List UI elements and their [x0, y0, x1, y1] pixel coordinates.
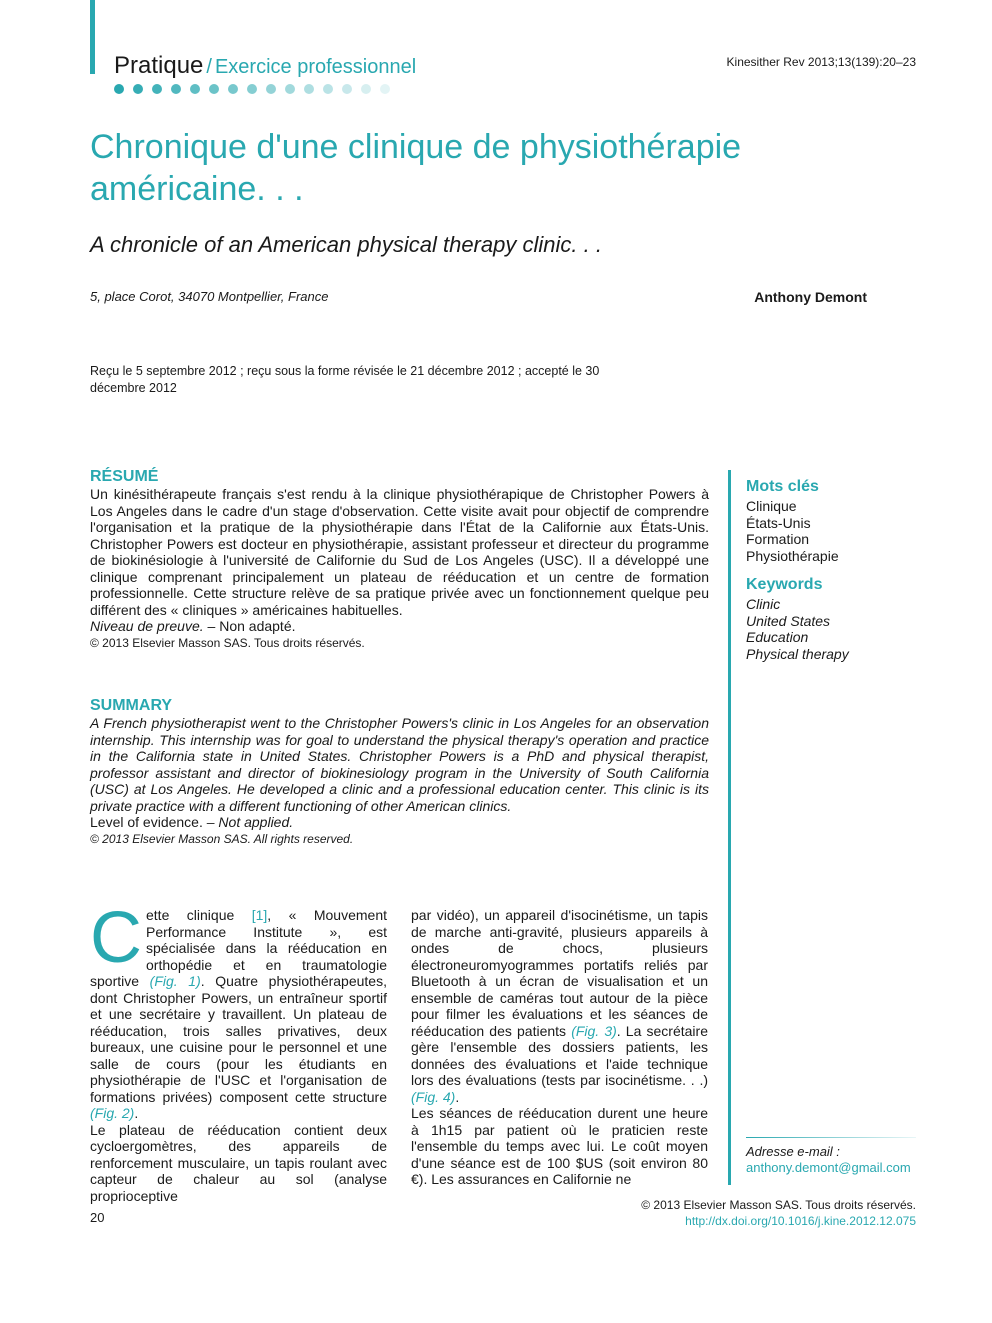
journal-reference: Kinesither Rev 2013;13(139):20–23	[726, 55, 916, 69]
body-column-1	[90, 898, 387, 1204]
contact-email	[746, 1144, 911, 1176]
footer-info	[641, 1197, 916, 1229]
resume-evidence-value: – Non adapté.	[207, 618, 296, 634]
body-text-run: , « Mouvement Performance Institute », est spécialisée dans la rééducation en orthopédie et en traumatologie sportive	[90, 907, 387, 989]
article-dates: Reçu le 5 septembre 2012 ; reçu sous la forme révisée le 21 décembre 2012 ; accepté le 30 décembre 2012	[90, 364, 600, 395]
body-text-run: .	[134, 1105, 139, 1121]
body-text-run: . La secrétaire gère l'ensemble des dossiers patients, les données des évaluations et l'aide technique lors des évaluations (tests par isocinétisme. . .)	[411, 1022, 708, 1088]
figure-link[interactable]: (Fig. 4)	[411, 1088, 456, 1105]
page-number: 20	[90, 1210, 105, 1225]
summary-section	[90, 697, 709, 847]
keywords-panel	[746, 478, 926, 662]
subsection-name: Exercice professionnel	[214, 56, 417, 78]
doi-link[interactable]: http://dx.doi.org/10.1016/j.kine.2012.12.075	[685, 1214, 916, 1228]
resume-section	[90, 468, 709, 651]
summary-evidence	[90, 814, 709, 831]
keyword-fr: Clinique	[746, 498, 797, 514]
footer-copyright: © 2013 Elsevier Masson SAS. Tous droits réservés.	[641, 1198, 916, 1212]
author-affiliation: 5, place Corot, 34070 Montpellier, France	[90, 289, 329, 304]
decorative-dot	[380, 84, 390, 94]
keyword-en: United States	[746, 612, 831, 629]
keyword-fr: Formation	[746, 531, 810, 547]
resume-evidence-label: Niveau de preuve.	[90, 618, 204, 634]
keyword-fr: États-Unis	[746, 514, 811, 531]
decorative-dot	[323, 84, 333, 94]
summary-copyright: © 2013 Elsevier Masson SAS. All rights reserved.	[90, 831, 354, 846]
figure-link[interactable]: (Fig. 2)	[90, 1105, 135, 1121]
body-paragraph-2: Le plateau de rééducation contient deux cycloergomètres, des appareils de renforcement musculaire, un tapis roulant avec capteur de chaleur au sol (analyse proprioceptive	[90, 1121, 387, 1204]
decorative-dot	[247, 84, 257, 94]
drop-cap: C	[90, 898, 142, 978]
email-label: Adresse e-mail :	[746, 1144, 840, 1159]
summary-text: A French physiotherapist went to the Christopher Powers's clinic in Los Angeles for an observation internship. This internship was for goal to understand the physical therapy's operation and practice in the California state in United States. Christopher Powers is a PhD and physical therapist, professor assistant and director of biokinesiology program in the University of South California (USC) at Los Angeles. He developed a clinic and a professional education center. This clinic is its private practice with a different functioning of other American clinics.	[90, 715, 709, 814]
figure-link[interactable]: (Fig. 1)	[149, 973, 201, 989]
decorative-dot	[342, 84, 352, 94]
email-divider	[746, 1137, 916, 1138]
body-column-2	[411, 907, 708, 1188]
keyword-en: Education	[746, 629, 809, 645]
author-name: Anthony Demont	[754, 289, 867, 305]
keyword-fr: Physiothérapie	[746, 547, 839, 564]
decorative-dot	[361, 84, 371, 94]
decorative-dot	[133, 84, 143, 94]
body-text-run: par vidéo), un appareil d'isocinétisme, un tapis de marche anti-gravité, plusieurs appareils à ondes de chocs, plusieurs électroneuromyogrammes portatifs reliés par Bluetooth à un écran de visualisation et un ensemble de caméras tout autour de la pièce pour filmer les évaluations et les séances de rééducation des patients	[411, 907, 708, 1039]
reference-link[interactable]: [1]	[251, 907, 268, 923]
body-text-run: ette clinique	[146, 907, 252, 923]
section-separator: /	[206, 56, 212, 78]
body-paragraph-3	[411, 907, 708, 1105]
summary-heading: SUMMARY	[90, 697, 173, 714]
summary-evidence-label: Level of evidence.	[90, 814, 203, 830]
header-accent-bar	[90, 0, 95, 74]
resume-evidence	[90, 618, 709, 635]
decorative-dot	[152, 84, 162, 94]
decorative-dot	[285, 84, 295, 94]
email-link[interactable]: anthony.demont@gmail.com	[746, 1160, 911, 1175]
body-text-run: . Quatre physiothérapeutes, dont Christopher Powers, un entraîneur sportif et une secrétaire y travaillent. Un plateau de rééducation, trois salles privatives, deux bureaux, une cuisine pour le personnel et une salle de cours (pour les étudiants en physiothérapie de l'USC et l'organisation de formations privées) composent cette structure	[90, 973, 387, 1105]
decorative-dot	[209, 84, 219, 94]
article-title: Chronique d'une clinique de physiothérapie américaine. . .	[90, 128, 742, 208]
decorative-dot	[171, 84, 181, 94]
decorative-dot	[114, 84, 124, 94]
section-name: Pratique	[114, 52, 204, 79]
summary-evidence-value: – Not applied.	[206, 814, 294, 830]
decorative-dot	[228, 84, 238, 94]
decorative-dots	[114, 84, 390, 94]
resume-text: Un kinésithérapeute français s'est rendu à la clinique physiothérapique de Christopher Powers à Los Angeles dans le cadre d'un stage d'observation. Cette visite avait pour objectif de comprendre l'organisation et la pratique de la physiothérapie dans l'État de la Californie aux États-Unis. Christopher Powers est docteur en physiothérapie, assistant professeur et directeur du programme de biokinésiologie à l'université de Californie du Sud de Los Angeles (USC). Il a développé une clinique comprenant principalement un plateau de rééducation et un centre de formation professionnelle. Cette structure relève de sa pratique privée avec un fonctionnement quelque peu différent des « cliniques » américaines habituelles.	[90, 486, 709, 618]
keywords-divider	[728, 470, 731, 1185]
keyword-en: Clinic	[746, 596, 781, 612]
body-paragraph-4: Les séances de rééducation durent une heure à 1h15 par patient où le praticien reste l'ensemble du temps avec lui. Le coût moyen d'une séance est de 100 $US (soit environ 80 €). Les assurances en Californie ne	[411, 1105, 708, 1187]
body-text-run: .	[455, 1088, 460, 1105]
keywords-en-heading: Keywords	[746, 576, 823, 593]
body-paragraph-1	[90, 898, 387, 1122]
decorative-dot	[266, 84, 276, 94]
keywords-fr-heading: Mots clés	[746, 478, 819, 495]
article-subtitle: A chronicle of an American physical therapy clinic. . .	[90, 232, 602, 257]
figure-link[interactable]: (Fig. 3)	[571, 1022, 617, 1039]
section-label	[114, 52, 416, 80]
decorative-dot	[190, 84, 200, 94]
resume-heading: RÉSUMÉ	[90, 468, 159, 485]
resume-copyright: © 2013 Elsevier Masson SAS. Tous droits réservés.	[90, 635, 365, 650]
keyword-en: Physical therapy	[746, 645, 849, 662]
decorative-dot	[304, 84, 314, 94]
